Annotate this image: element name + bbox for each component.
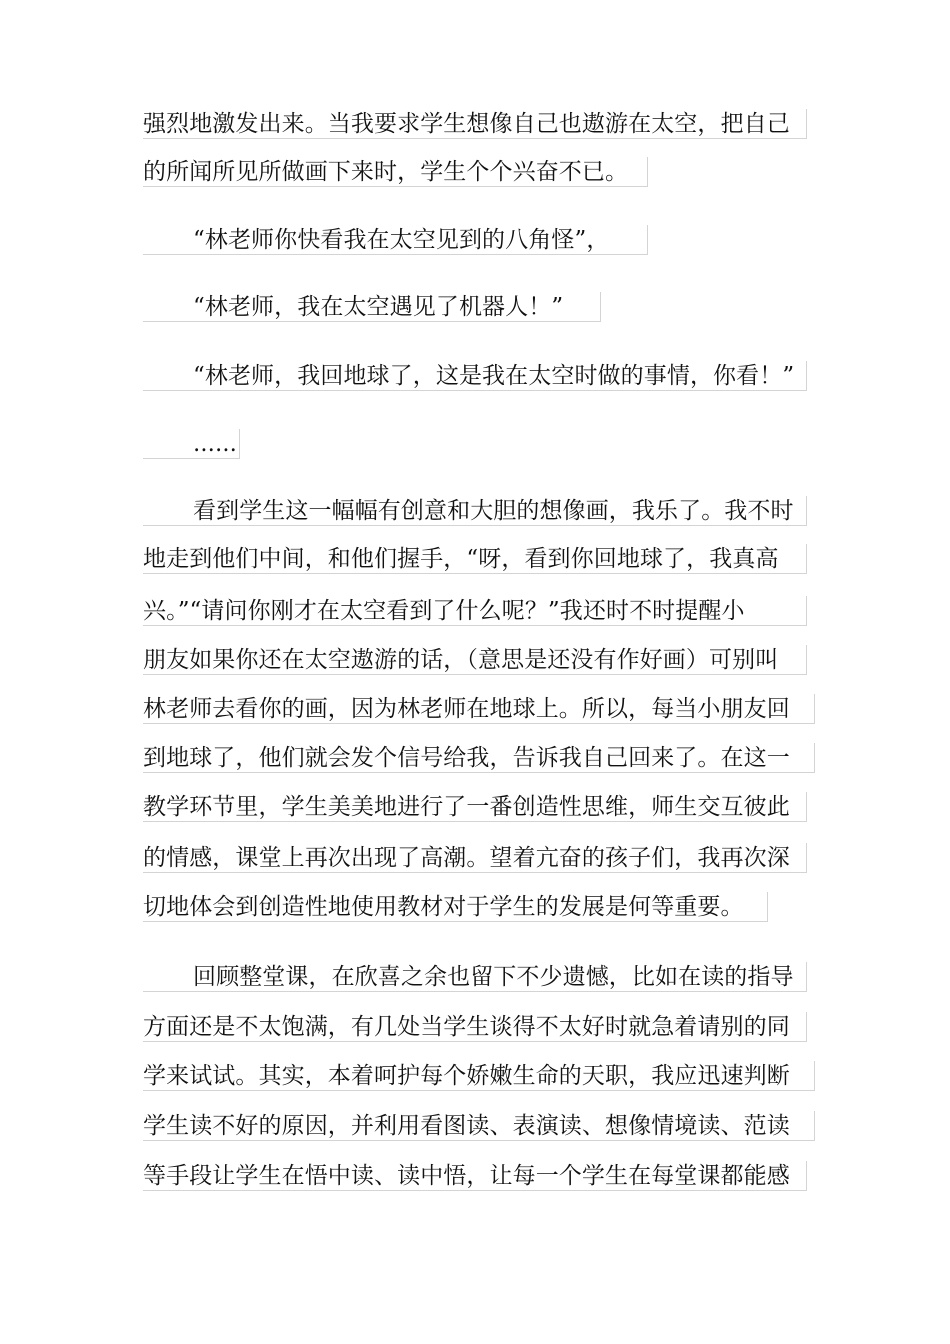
text-line: “林老师你快看我在太空见到的八角怪”， [143, 225, 648, 255]
text-line: 强烈地激发出来。当我要求学生想像自己也遨游在太空，把自己 [143, 109, 807, 139]
text-line: “林老师，我回地球了，这是我在太空时做的事情，你看！” [143, 361, 807, 391]
text-line: 朋友如果你还在太空遨游的话，（意思是还没有作好画）可别叫 [143, 645, 807, 675]
text-line: 的所闻所见所做画下来时，学生个个兴奋不已。 [143, 157, 648, 187]
text-line: 学来试试。其实，本着呵护每个娇嫩生命的天职，我应迅速判断 [143, 1061, 815, 1091]
text-line: 地走到他们中间，和他们握手，“呀，看到你回地球了，我真高 [143, 544, 807, 574]
text-line: 林老师去看你的画，因为林老师在地球上。所以，每当小朋友回 [143, 694, 815, 724]
text-line: 切地体会到创造性地使用教材对于学生的发展是何等重要。 [143, 892, 768, 922]
text-line: 的情感，课堂上再次出现了高潮。望着亢奋的孩子们，我再次深 [143, 843, 807, 873]
text-line: 学生读不好的原因，并利用看图读、表演读、想像情境读、范读 [143, 1111, 815, 1141]
text-line: …… [143, 429, 240, 459]
text-line: 方面还是不太饱满，有几处当学生谈得不太好时就急着请别的同 [143, 1012, 807, 1042]
text-line: 到地球了，他们就会发个信号给我，告诉我自己回来了。在这一 [143, 743, 815, 773]
text-line: “林老师，我在太空遇见了机器人！” [143, 292, 601, 322]
text-line: 教学环节里，学生美美地进行了一番创造性思维，师生交互彼此 [143, 792, 807, 822]
text-line: 看到学生这一幅幅有创意和大胆的想像画，我乐了。我不时 [143, 496, 807, 526]
text-line: 回顾整堂课，在欣喜之余也留下不少遗憾，比如在读的指导 [143, 962, 807, 992]
text-line: 等手段让学生在悟中读、读中悟，让每一个学生在每堂课都能感 [143, 1161, 807, 1191]
text-line: 兴。”“请问你刚才在太空看到了什么呢？”我还时不时提醒小 [143, 596, 807, 626]
